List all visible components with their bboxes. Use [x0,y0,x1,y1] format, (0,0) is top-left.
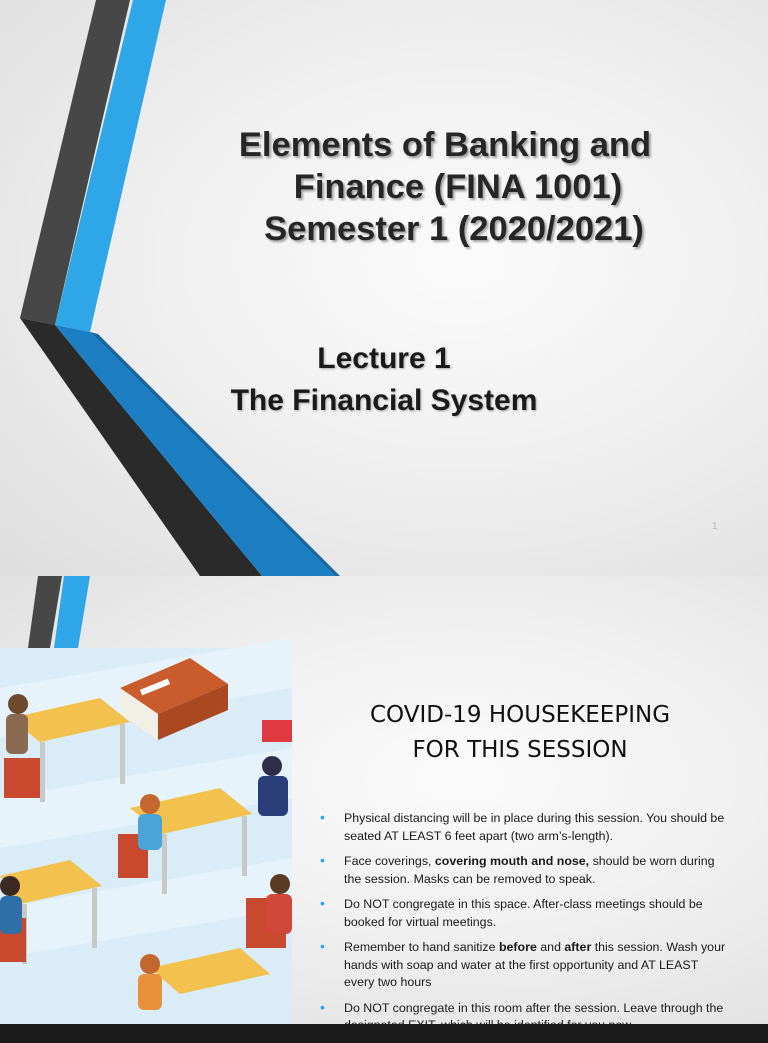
bullet-text: and [536,940,565,954]
list-item [318,939,730,992]
bullet-emphasis: before [498,940,537,954]
list-item [318,810,730,845]
bullet-text: Face coverings, [344,854,435,868]
bullet-text: should be worn during the session. Masks can be removed to speak. [344,854,715,886]
course-title-line-1: Elements of Banking and [238,126,652,164]
course-title-line-3: Semester 1 (2020/2021) [264,210,644,248]
covid-housekeeping-slide [0,576,768,1032]
bullet-dot-icon: • [320,938,325,954]
classroom-illustration [0,648,292,1024]
list-item [318,1000,730,1035]
bullet-dot-icon: • [320,809,325,825]
covid-heading-line-1: COVID-19 HOUSEKEEPING [369,702,671,728]
lecture-number: Lecture 1 [317,342,451,375]
bullet-text: this session. Wash your hands with soap and water at the first opportunity and AT LEAST every two hours [344,940,726,989]
bullet-text: Do NOT congregate in this space. After-class meetings should be booked for virtual meetings. [344,897,703,929]
covid-heading-line-2: FOR THIS SESSION [412,737,628,763]
covid-heading [324,698,716,768]
slide-number: 1 [712,521,718,532]
list-item [318,853,730,888]
bullet-dot-icon: • [320,852,325,868]
bullet-text: Remember to hand sanitize [344,940,499,954]
lecture-topic: The Financial System [230,384,538,417]
bullet-dot-icon: • [320,998,325,1015]
bullet-text: Do NOT congregate in this room after the session. Leave through the designated EXIT, which will be identified for you now. [344,1000,724,1032]
list-item [318,896,730,931]
course-title [150,124,740,250]
course-title-line-2: Finance (FINA 1001) [293,168,623,206]
lecture-subtitle [174,338,594,422]
bullet-dot-icon: • [320,895,325,911]
bullet-text: Physical distancing will be in place during this session. You should be seated AT LEAST 6 feet apart (two arm’s-length). [344,811,725,843]
bullet-emphasis: covering mouth and nose, [434,854,590,868]
bullet-emphasis: after [564,940,592,954]
housekeeping-list [318,810,730,1043]
